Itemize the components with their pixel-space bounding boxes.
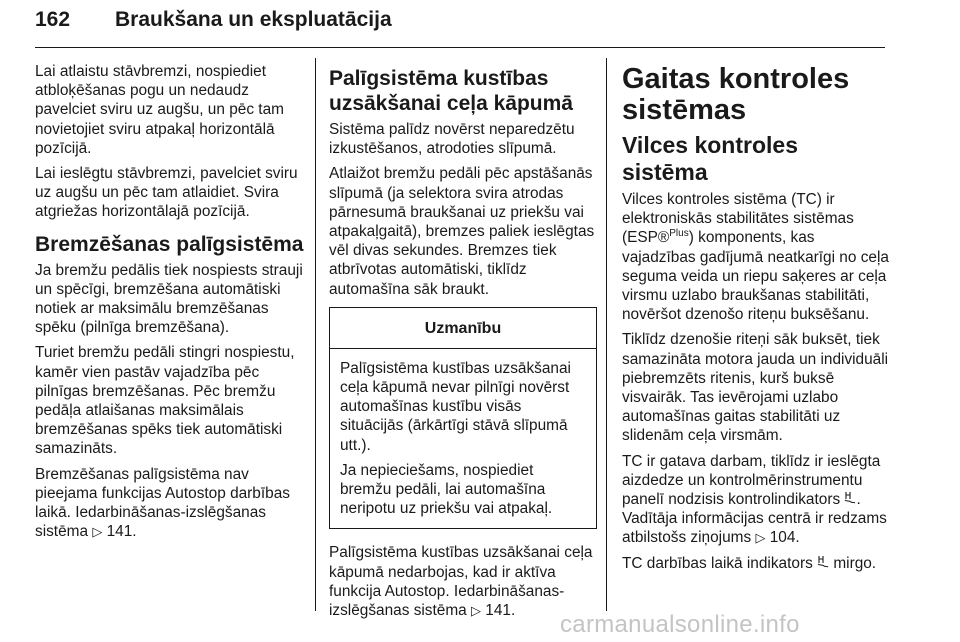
paragraph-text: . Vadītāja informācijas centrā ir redzams atbilstošs ziņojums <box>622 491 887 547</box>
header-rule <box>35 47 885 48</box>
column-3 <box>622 62 890 579</box>
page-reference-arrow-icon: ▷ <box>471 603 482 619</box>
paragraph-text: ) komponents, kas vajadzības gadījumā neatkarīgi no ceļa seguma veida un riepu saķeres ar ceļa virsmu uzlabo braukšanas stabilitāti, novēršot dzenošo riteņu buksēšanu. <box>622 229 889 324</box>
warning-title: Uzmanību <box>330 308 596 349</box>
paragraph-text: Vilces kontroles sistēma (TC) ir elektroniskās stabilitātes sistēmas (ESP® <box>622 191 854 247</box>
paragraph-tc-1 <box>622 190 890 324</box>
paragraph-text: Bremzēšanas palīgsistēma nav pieejama funkcijas Autostop darbības laikā. Iedarbināšanas-izslēgšanas sistēma <box>35 465 290 541</box>
heading-traction-control: Vilces kontroles sistēma <box>622 132 798 185</box>
paragraph-parking-brake-apply: Lai ieslēgtu stāvbremzi, pavelciet sviru uz augšu un pēc tam atlaidiet. Svira atgriežas horizontālajā pozīcijā. <box>35 165 298 221</box>
heading-hill-start-assist: Palīgsistēma kustības uzsākšanai ceļa kāpumā <box>329 67 573 115</box>
esp-plus-superscript: Plus <box>669 228 689 240</box>
heading-brake-assist: Bremzēšanas palīgsistēma <box>35 232 304 256</box>
page-reference-arrow-icon: ▷ <box>92 524 103 540</box>
warning-box <box>329 307 597 530</box>
column-2 <box>329 62 597 626</box>
traction-control-indicator-icon <box>817 554 829 573</box>
page-reference[interactable]: 104. <box>769 529 800 547</box>
paragraph-hill-start-1: Sistēma palīdz novērst neparedzētu izkustēšanos, atrodoties slīpumā. <box>329 121 575 158</box>
paragraph-parking-brake-release: Lai atlaistu stāvbremzi, nospiediet atbloķēšanas pogu un nedaudz pavelciet sviru uz augšu, un pēc tam novietojiet sviru atpakaļ horizontālā pozīcijā. <box>35 63 284 157</box>
paragraph-brake-assist-3 <box>35 465 305 542</box>
paragraph-brake-assist-2: Turiet bremžu pedāli stingri nospiestu, kamēr vien pastāv vajadzība pēc pilnīgas bremzēšanas. Pēc bremžu pedāļa atlaišanas maksimālais bremzēšanas spēks tiek automātiski samazināts. <box>35 344 295 458</box>
paragraph-text: TC darbības laikā indikators <box>622 554 813 572</box>
paragraph-text: mirgo. <box>833 554 877 572</box>
page-reference[interactable]: 141. <box>485 602 516 620</box>
paragraph-tc-3 <box>622 452 890 548</box>
paragraph-tc-4 <box>622 554 890 573</box>
warning-body <box>330 349 596 529</box>
paragraph-text: TC ir gatava darbam, tiklīdz ir ieslēgta aizdedze un kontrolmērinstrumentu panelī nodzisis kontrolindikators <box>622 452 881 509</box>
page-header <box>35 4 885 46</box>
warning-paragraph-1: Palīgsistēma kustības uzsākšanai ceļa kāpumā nevar pilnīgi novērst automašīnas kustību visās situācijās (ārkārtīgi stāvā slīpumā utt.). <box>340 359 571 454</box>
paragraph-hill-start-2: Atlaižot bremžu pedāli pēc apstāšanās slīpumā (ja selektora svira atrodas pārnesumā braukšanai uz priekšu vai atpakaļgaitā), bremzes paliek ieslēgtas vēl divas sekundes. Bremzes tiek atbrīvotas automātiski, tiklīdz automašīna sāk braukt. <box>329 165 595 298</box>
paragraph-hill-start-3 <box>329 543 597 620</box>
traction-control-indicator-icon <box>844 490 856 509</box>
page-reference[interactable]: 141. <box>106 523 137 541</box>
column-divider-2 <box>606 58 607 611</box>
warning-paragraph-2: Ja nepieciešams, nospiediet bremžu pedāli, lai automašīna neripotu uz priekšu vai atpakaļ. <box>340 461 553 518</box>
page-number: 162 <box>35 8 71 31</box>
paragraph-tc-2: Tiklīdz dzenošie riteņi sāk buksēt, tiek samazināta motora jauda un individuāli piebremzēts ritenis, kurš buksē visvairāk. Tas ievērojami uzlabo automašīnas gaitas stabilitāti uz slidenām ceļa virsmām. <box>622 331 889 445</box>
watermark: carmanualsonline.info <box>560 611 800 638</box>
running-title: Braukšana un ekspluatācija <box>115 8 392 31</box>
heading-driving-control-systems: Gaitas kontroles sistēmas <box>622 63 850 126</box>
page-reference-arrow-icon: ▷ <box>755 530 766 546</box>
column-divider-1 <box>315 58 316 611</box>
column-1 <box>35 62 305 547</box>
paragraph-brake-assist-1: Ja bremžu pedālis tiek nospiests strauji un spēcīgi, bremzēšana automātiski notiek ar maksimālu bremzēšanas spēku (pilnīga bremzēšana). <box>35 261 303 337</box>
paragraph-text: Palīgsistēma kustības uzsākšanai ceļa kāpumā nedarbojas, kad ir aktīva funkcija Autostop. Iedarbināšanas-izslēgšanas sistēma <box>329 544 593 620</box>
